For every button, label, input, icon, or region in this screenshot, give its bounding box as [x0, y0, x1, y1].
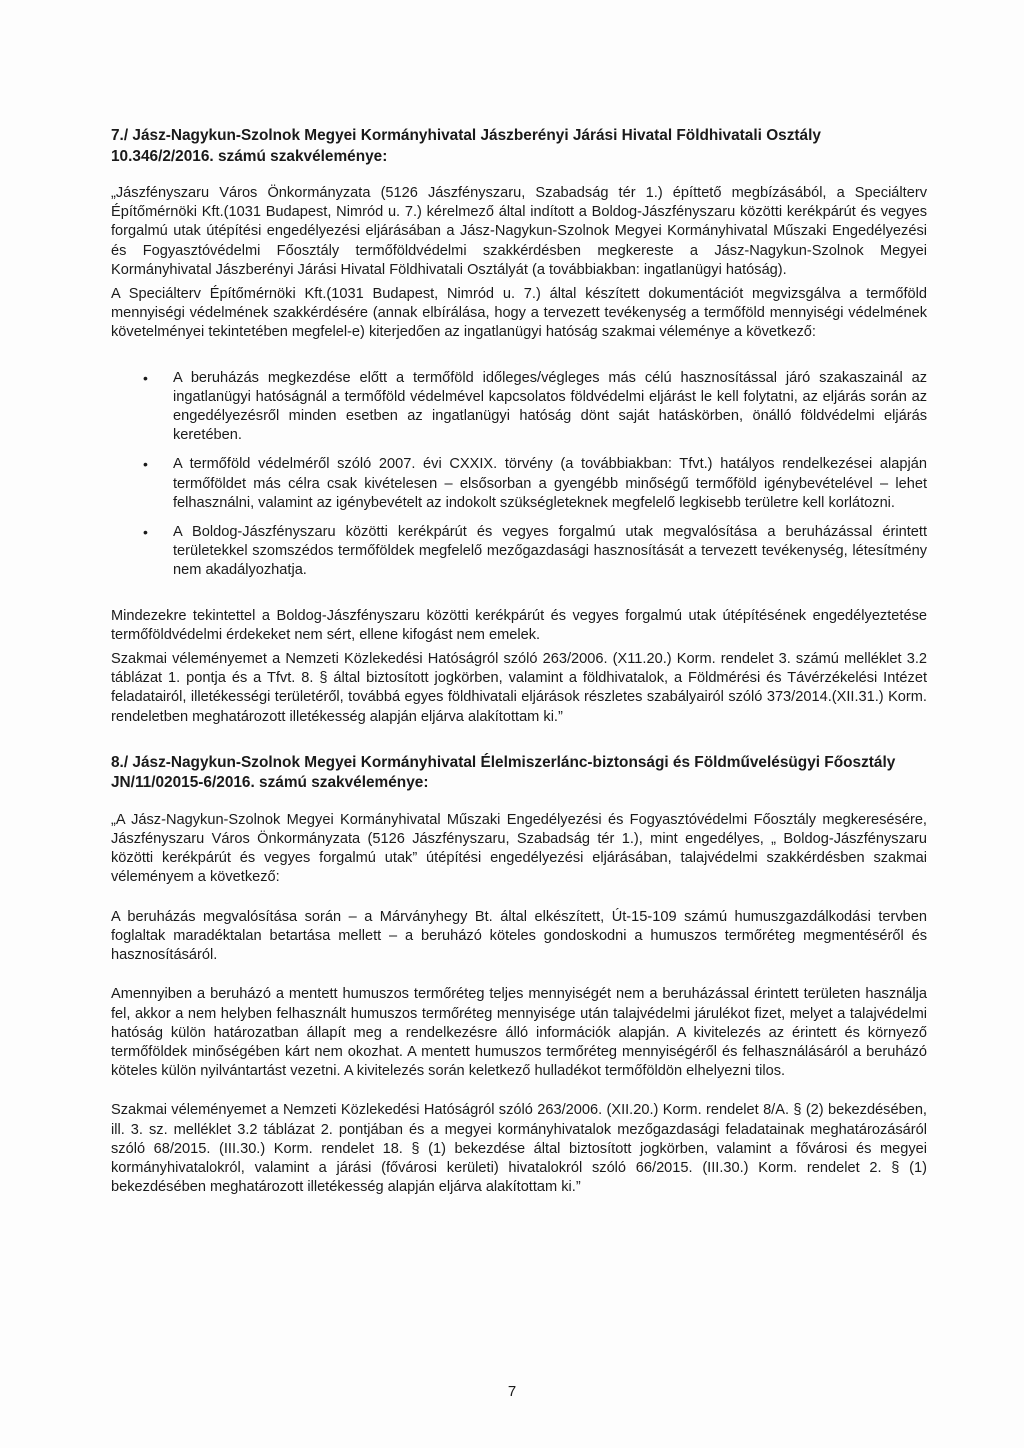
- section-7-bullet-list: [111, 369, 927, 581]
- bullet-text: A beruházás megkezdése előtt a termőföld időleges/végleges más célú hasznosítással járó szakaszainál az ingatlanügyi hatóságnál a termőföld védelmével kapcsolatos földvédelmi eljárást le kell folytatni, az eljárás során az engedélyezésről minden esetben az ingatlanügyi hatóság dönt saját hatáskörben, önálló földvédelmi eljárás keretében.: [173, 369, 927, 444]
- section-8-paragraph-2: A beruházás megvalósítása során – a Márványhegy Bt. által elkészített, Út-15-109 számú humuszgazdálkodási tervben foglaltak maradéktalan betartása mellett – a beruházó köteles gondoskodni a humuszos termőréteg megmentéséről és hasznosításáról.: [111, 908, 927, 964]
- section-7-paragraph-3: Mindezekre tekintettel a Boldog-Jászfényszaru közötti kerékpárút és vegyes forgalmú utak útépítésének engedélyeztetése termőföldvédelmi érdekeket nem sért, ellene kifogást nem emelek.: [111, 607, 927, 643]
- list-item: [143, 523, 927, 581]
- section-8-heading: 8./ Jász-Nagykun-Szolnok Megyei Kormányhivatal Élelmiszerlánc-biztonsági és Földművelésügyi Főosztály JN/11/02015-6/2016. számú szakvéleménye:: [111, 753, 896, 792]
- bullet-icon: •: [143, 456, 148, 473]
- list-item: [143, 455, 927, 513]
- page-number: 7: [507, 1383, 517, 1400]
- section-8-paragraph-3: Amennyiben a beruházó a mentett humuszos termőréteg teljes mennyiségét nem a beruházással érintett területen használja fel, akkor a nem helyben felhasznált humuszos termőréteg mennyisége után talajvédelmi járulékot fizet, melyet a talajvédelmi hatóság külön határozatban állapít meg a rendelkezésre álló információk alapján. A kivitelezés az érintett és környező termőföldek minőségében kárt nem okozhat. A mentett humuszos termőréteg mennyiségéről és felhasználásáról a beruházó köteles külön nyilvántartást vezetni. A kivitelezés során keletkező hulladékot termőföldön elhelyezni tilos.: [111, 986, 927, 1080]
- section-7-heading: 7./ Jász-Nagykun-Szolnok Megyei Kormányhivatal Jászberényi Járási Hivatal Földhivatali Osztály 10.346/2/2016. számú szakvéleménye:: [111, 127, 821, 165]
- section-7-paragraph-1: „Jászfényszaru Város Önkormányzata (5126 Jászfényszaru, Szabadság tér 1.) építtető megbízásából, a Speciálterv Építőmérnöki Kft.(1031 Budapest, Nimród u. 7.) kérelmező által indított a Boldog-Jászfényszaru közötti kerékpárút és vegyes forgalmú utak útépítési engedélyezési eljárásában a Jász-Nagykun-Szolnok Megyei Kormányhivatal Műszaki Engedélyezési és Fogyasztóvédelmi Főosztály termőföldvédelmi szakkérdésben megkereste a Jász-Nagykun-Szolnok Megyei Kormányhivatal Jászberényi Járási Hivatal Földhivatali Osztályát (a továbbiakban: ingatlanügyi hatóság).: [111, 185, 927, 278]
- list-item: [143, 369, 927, 446]
- section-7-paragraph-2: A Speciálterv Építőmérnöki Kft.(1031 Budapest, Nimród u. 7.) által készített dokumentációt megvizsgálva a termőföld mennyiségi védelmének szakkérdésére (annak elbírálása, hogy a tervezett tevékenység a termőföld mennyiségi védelmének követelményei tekintetében megfelel-e) kiterjedően az ingatlanügyi hatóság szakmai véleménye a következő:: [111, 286, 927, 341]
- section-8-paragraph-1: „A Jász-Nagykun-Szolnok Megyei Kormányhivatal Műszaki Engedélyezési és Fogyasztóvédelmi Főosztály megkeresésére, Jászfényszaru Város Önkormányzata (5126 Jászfényszaru, Szabadság tér 1.), mint engedélyes, „ Boldog-Jászfényszaru közötti kerékpárút és vegyes forgalmú utak” útépítési engedélyezési eljárásában, talajvédelmi szakkérdésben szakmai véleményem a következő:: [111, 811, 927, 886]
- bullet-icon: •: [143, 524, 148, 541]
- section-8-paragraph-4: Szakmai véleményemet a Nemzeti Közlekedési Hatóságról szóló 263/2006. (XII.20.) Korm. rendelet 8/A. § (2) bekezdésében, ill. 3. sz. melléklet 3.2 táblázat 2. pontjában és a megyei kormányhivatalok mezőgazdasági feladatainak meghatározásáról szóló 68/2015. (III.30.) Korm. rendelet 18. § (1) bekezdése által biztosított jogkörben, valamint a fővárosi és megyei kormányhivatalokról, valamint a járási (fővárosi kerületi) hivatalokról szóló 66/2015. (III.30.) Korm. rendelet 2. § (1) bekezdésében meghatározott illetékesség alapján eljárva alakítottam ki.”: [111, 1102, 927, 1196]
- bullet-text: A termőföld védelméről szóló 2007. évi CXXIX. törvény (a továbbiakban: Tfvt.) hatályos rendelkezései alapján termőföldet más célra csak kivételesen – elsősorban a gyengébb minőségű termőföld igénybevételével – lehet felhasználni, valamint az igénybevételt az indokolt szükségleteknek megfelelő legkisebb területre kell korlátozni.: [173, 456, 927, 511]
- page-content: [111, 126, 927, 1197]
- bullet-icon: •: [143, 369, 148, 386]
- bullet-text: A Boldog-Jászfényszaru közötti kerékpárút és vegyes forgalmú utak megvalósítása a beruházással érintett területekkel szomszédos termőföldek megfelelő mezőgazdasági hasznosítását a tervezett tevékenység, létesítmény nem akadályozhatja.: [173, 524, 927, 579]
- section-7-paragraph-4: Szakmai véleményemet a Nemzeti Közlekedési Hatóságról szóló 263/2006. (X11.20.) Korm. rendelet 3. számú melléklet 3.2 táblázat 1. pontja és a Tfvt. 8. § által biztosított jogkörben, valamint a földhivatalok, a Földmérési és Távérzékelési Intézet feladatairól, illetékességi területéről, továbbá egyes földhivatali eljárások részletes szabályairól szóló 373/2014.(XII.31.) Korm. rendeletben meghatározott illetékesség alapján eljárva alakítottam ki.”: [111, 651, 927, 725]
